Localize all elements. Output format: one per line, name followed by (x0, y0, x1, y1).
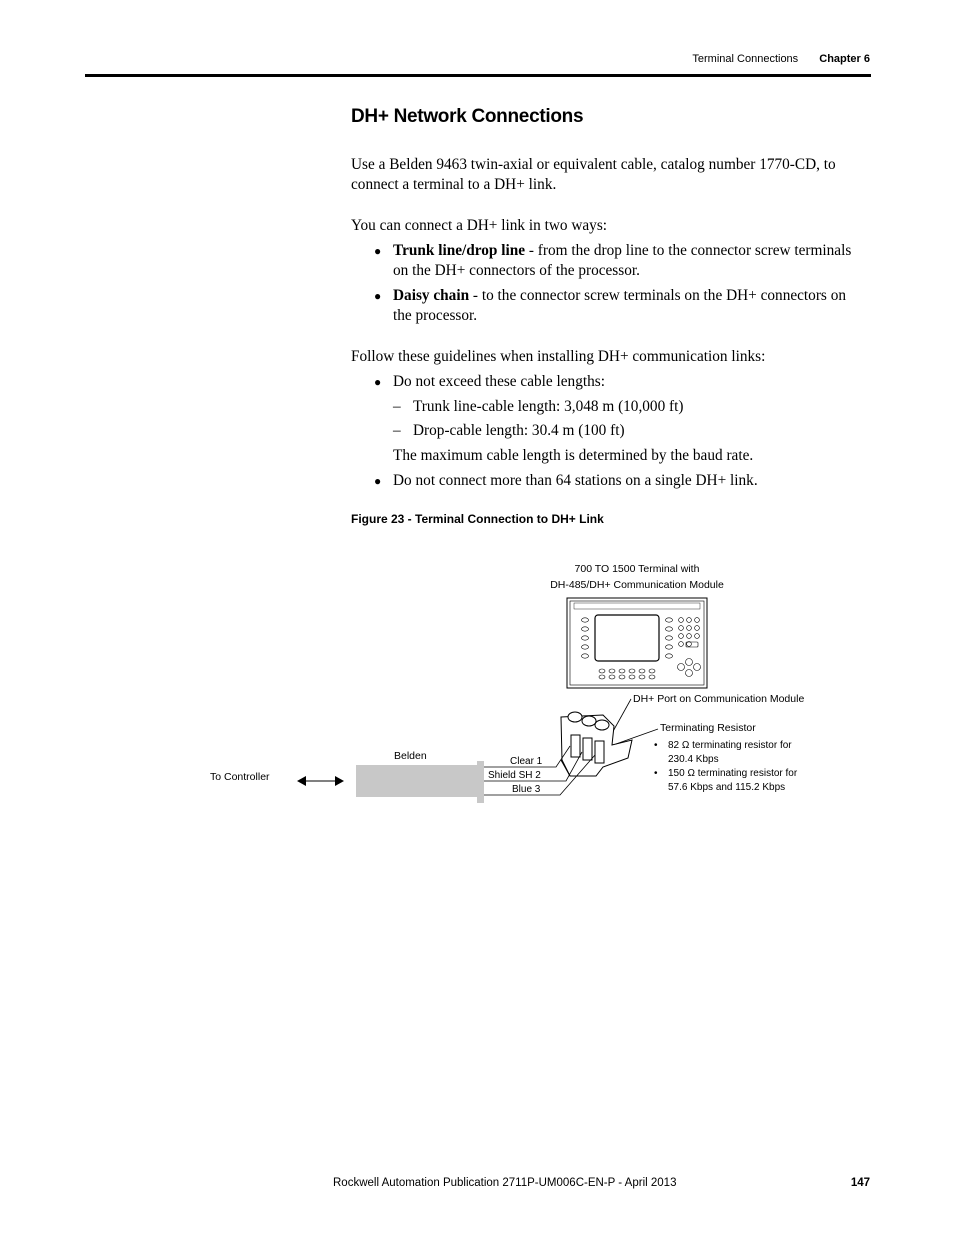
header-section-title: Terminal Connections (692, 53, 799, 65)
resistor-note-line: 150 Ω terminating resistor for (668, 768, 798, 779)
resistor-note-line: 82 Ω terminating resistor for (668, 740, 792, 751)
baud-note: The maximum cable length is determined by the baud rate. (393, 447, 754, 464)
footer-publication: Rockwell Automation Publication 2711P-UM006C-EN-P - April 2013 (333, 1177, 677, 1189)
resistor-bullet-icon: • (654, 768, 658, 779)
double-arrow-icon (297, 776, 344, 786)
resistor-label: Terminating Resistor (660, 722, 756, 734)
guidelines-intro: Follow these guidelines when installing DH+ communication links: (351, 348, 766, 365)
intro-paragraph: Use a Belden 9463 twin-axial or equivalent cable, catalog number 1770-CD, to connect a terminal to a DH+ link. (351, 156, 836, 193)
terminal-label-line1: 700 TO 1500 Terminal with (574, 563, 700, 575)
header-chapter: Chapter 6 (819, 53, 870, 65)
guideline-text: Do not exceed these cable lengths: (393, 373, 605, 390)
terminal-label-line2: DH-485/DH+ Communication Module (550, 579, 724, 591)
figure-caption: Figure 23 - Terminal Connection to DH+ Link (351, 512, 604, 526)
terminal-device-icon (567, 598, 707, 688)
dash-marker: – (393, 422, 401, 439)
cable-length-text: Drop-cable length: 30.4 m (100 ft) (413, 422, 625, 439)
resistor-note-line: 230.4 Kbps (668, 754, 719, 765)
wire-label-clear: Clear 1 (510, 756, 543, 767)
ways-intro: You can connect a DH+ link in two ways: (351, 217, 608, 234)
guideline-text: Do not connect more than 64 stations on a single DH+ link. (393, 472, 758, 489)
wire-label-shield: Shield SH 2 (488, 770, 541, 781)
wire-label-blue: Blue 3 (512, 784, 541, 795)
resistor-leader-line (616, 729, 658, 744)
dash-marker: – (393, 398, 401, 415)
page-number: 147 (850, 1177, 870, 1189)
resistor-bullet-icon: • (654, 740, 658, 751)
dhplus-connector-icon (561, 712, 632, 776)
bullet-icon: ● (374, 289, 382, 303)
belden-label: Belden (394, 750, 427, 762)
port-label: DH+ Port on Communication Module (633, 693, 805, 705)
way-term: Daisy chain (393, 287, 470, 304)
way-text: - to the connector screw terminals on the DH+ connectors on the processor. (393, 287, 846, 324)
way-term: Trunk line/drop line (393, 242, 526, 259)
page-title: DH+ Network Connections (351, 106, 584, 127)
cable-jacket-end (477, 761, 484, 803)
controller-label: To Controller (210, 771, 270, 783)
bullet-icon: ● (374, 244, 382, 258)
cable-length-text: Trunk line-cable length: 3,048 m (10,000 ft) (413, 398, 684, 415)
bullet-icon: ● (374, 474, 382, 488)
way-text: - from the drop line to the connector screw terminals on the DH+ connectors of the processor. (393, 242, 852, 279)
resistor-note-line: 57.6 Kbps and 115.2 Kbps (668, 782, 786, 793)
belden-cable (356, 765, 477, 797)
bullet-icon: ● (374, 375, 382, 389)
